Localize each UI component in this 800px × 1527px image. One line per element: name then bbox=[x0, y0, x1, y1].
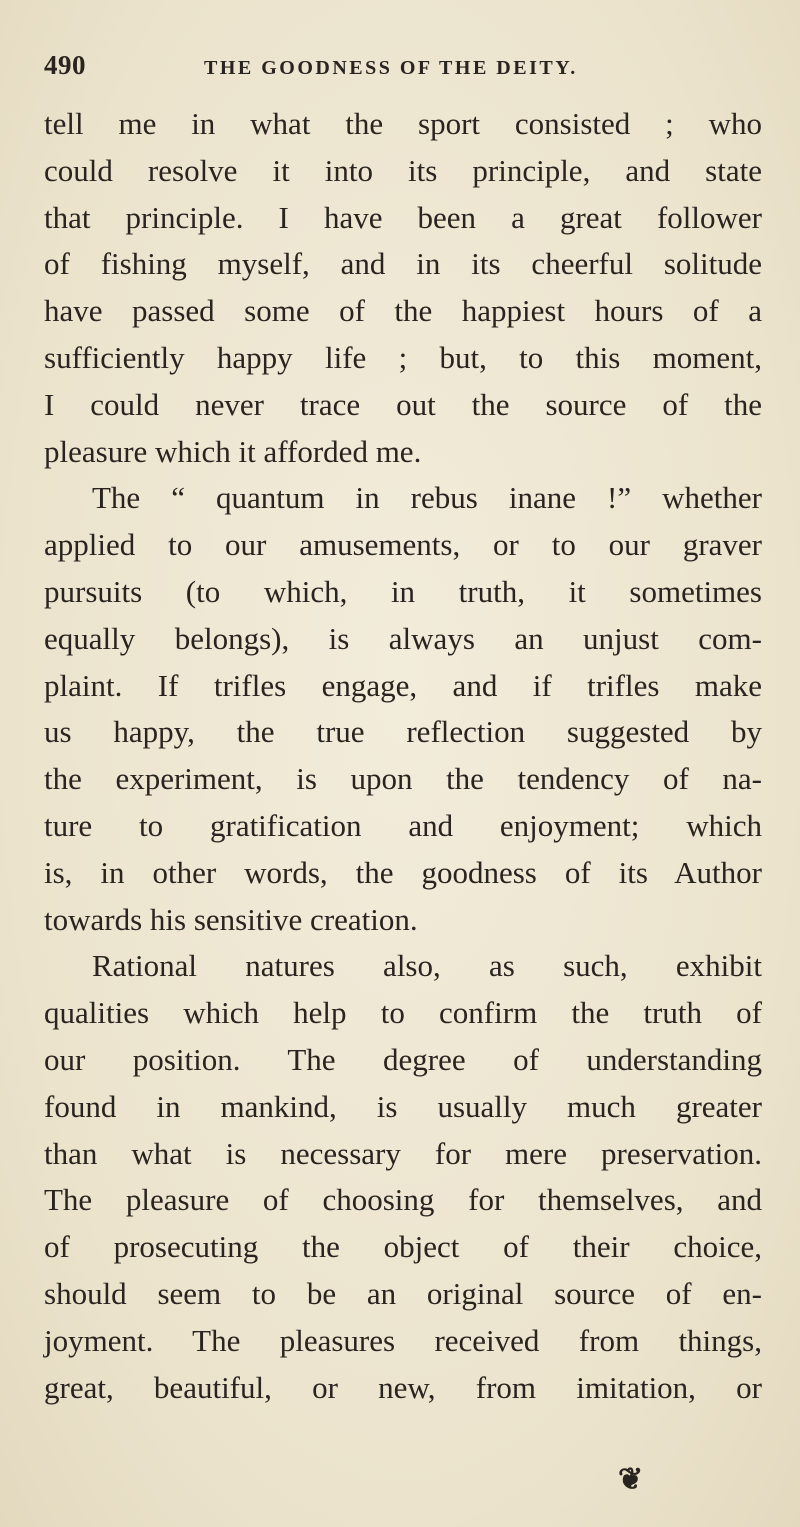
paragraph-start-line: Rational natures also, as such, exhibit bbox=[92, 948, 762, 984]
text-line: tell me in what the sport consisted ; who bbox=[44, 106, 762, 141]
text-line: great, beautiful, or new, from imitation, or bbox=[44, 1369, 762, 1405]
text-line: is, in other words, the goodness of its Author bbox=[44, 854, 762, 890]
text-line: towards his sensitive creation. bbox=[44, 901, 418, 937]
text-line: pleasure which it afforded me. bbox=[44, 433, 422, 469]
text-line: The pleasure of choosing for themselves, and bbox=[44, 1182, 762, 1218]
body-text bbox=[44, 101, 762, 1411]
text-line: than what is necessary for mere preservation. bbox=[44, 1135, 762, 1171]
text-line: found in mankind, is usually much greater bbox=[44, 1088, 762, 1124]
text-line: qualities which help to confirm the truth of bbox=[44, 995, 762, 1031]
text-line: sufficiently happy life ; but, to this moment, bbox=[44, 339, 762, 375]
text-line: should seem to be an original source of en- bbox=[44, 1275, 762, 1311]
text-line: pursuits (to which, in truth, it sometimes bbox=[44, 573, 762, 609]
text-line: equally belongs), is always an unjust com- bbox=[44, 620, 762, 656]
running-title: THE GOODNESS OF THE DEITY. bbox=[204, 57, 578, 79]
text-line: of fishing myself, and in its cheerful solitude bbox=[44, 246, 762, 282]
text-line: I could never trace out the source of the bbox=[44, 386, 762, 422]
text-line: have passed some of the happiest hours of a bbox=[44, 293, 762, 329]
text-line: the experiment, is upon the tendency of na- bbox=[44, 761, 762, 797]
text-line: our position. The degree of understanding bbox=[44, 1041, 762, 1077]
text-line: that principle. I have been a great follower bbox=[44, 199, 762, 235]
signature-mark-icon: ❦ bbox=[618, 1463, 644, 1496]
text-line: us happy, the true reflection suggested by bbox=[44, 714, 762, 750]
text-line: joyment. The pleasures received from things, bbox=[44, 1322, 762, 1358]
text-line: plaint. If trifles engage, and if trifles make bbox=[44, 667, 762, 703]
text-line: ture to gratification and enjoyment; which bbox=[44, 807, 762, 843]
page-number: 490 bbox=[44, 50, 86, 80]
text-line: of prosecuting the object of their choice, bbox=[44, 1229, 762, 1265]
paragraph-start-line: The “ quantum in rebus inane !” whether bbox=[92, 480, 762, 516]
running-head bbox=[44, 50, 764, 90]
text-line: applied to our amusements, or to our graver bbox=[44, 527, 762, 563]
text-line: could resolve it into its principle, and state bbox=[44, 152, 762, 188]
